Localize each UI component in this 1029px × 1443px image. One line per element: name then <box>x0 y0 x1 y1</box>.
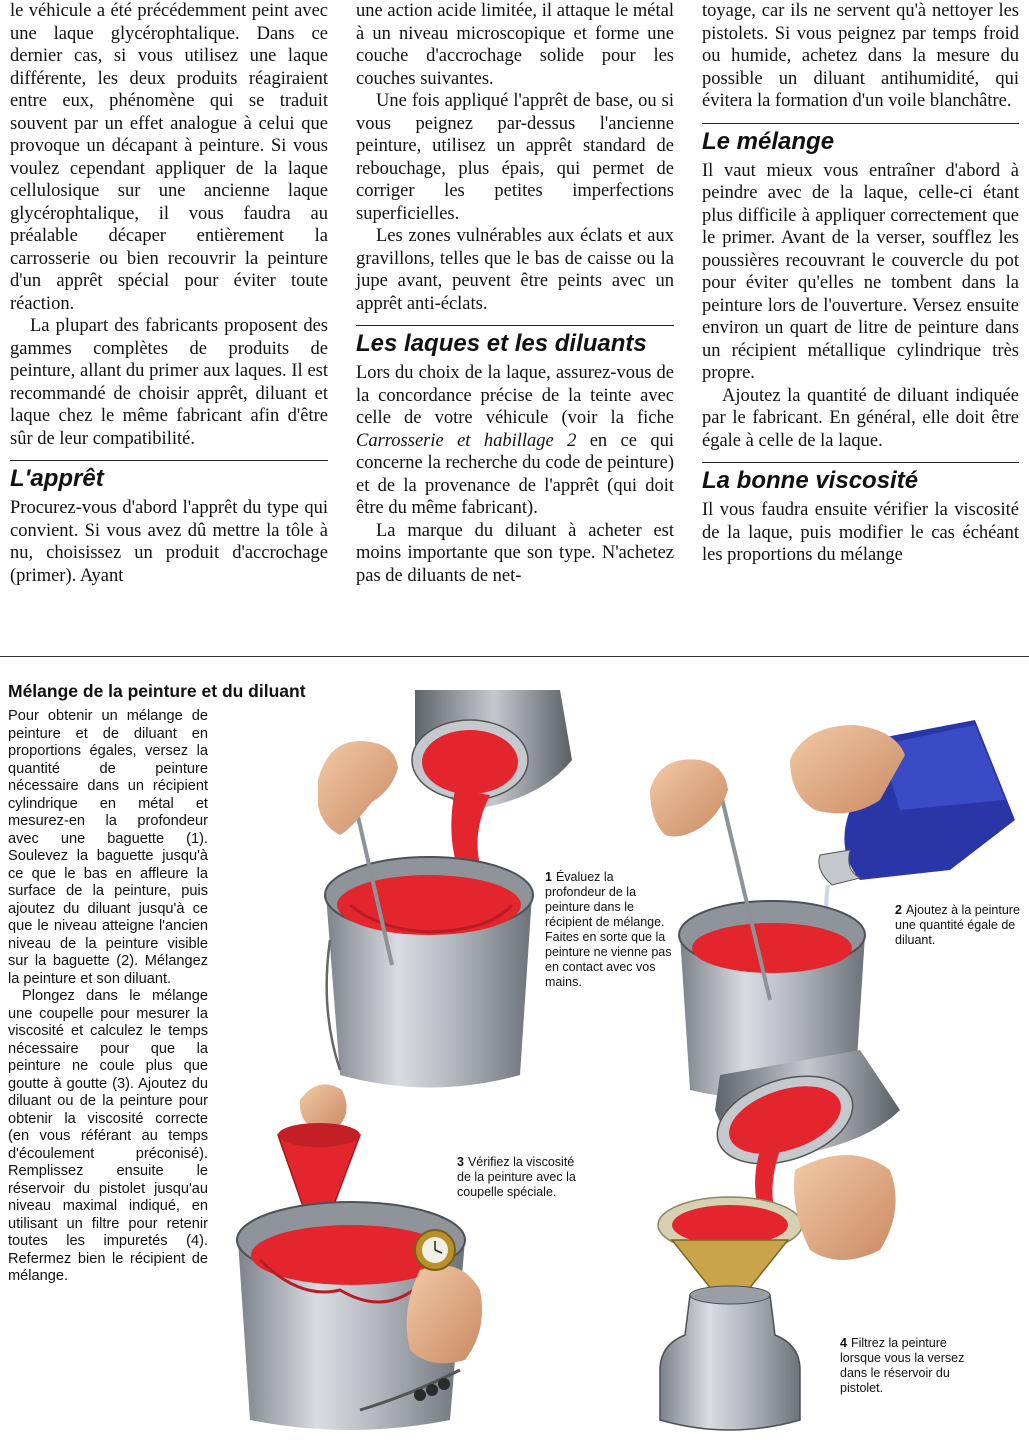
section-heading-viscosite: La bonne viscosité <box>702 467 919 494</box>
paragraph: Les zones vulnérables aux éclats et aux gravillons, telles que le bas de caisse ou la jupe avant, peuvent être peints avec un apprêt anti-éclats. <box>356 226 674 314</box>
step-number: 3 <box>457 1155 464 1169</box>
cross-reference: Carrosserie et habillage 2 <box>356 430 577 451</box>
section-heading-laques: Les laques et les diluants <box>356 330 647 357</box>
paragraph: toyage, car ils ne servent qu'à nettoyer les pistolets. Si vous peignez par temps froid ou humide, achetez dans la mesure du possible un diluant antihumidité, qui évitera la formation d'un voile blanchâtre. <box>702 1 1019 111</box>
section-heading-appret: L'apprêt <box>10 465 104 492</box>
bucket-paint <box>337 875 521 935</box>
paragraph: Pour obtenir un mélange de peinture et de diluant en proportions égales, versez la quantité de peinture nécessaire dans un récipient cylindrique en métal et mesurez-en la profondeur avec une baguette (1). Soulevez la baguette jusqu'à ce que le bas en affleure la surface de la peinture, puis ajoutez du diluant jusqu'à ce que le niveau atteigne l'ancien niveau de la peinture visible sur la baguette (2). Mélangez la peinture et son diluant. <box>8 708 208 987</box>
paragraph: La plupart des fabricants proposent des gammes complètes de produits de peinture, allant du primer aux laques. Il est recommandé de choisir apprêt, diluant et laque chez le même fabricant afin d'être sûr de leur compatibilité. <box>10 316 328 449</box>
paragraph: Une fois appliqué l'apprêt de base, ou si vous peignez par-dessus l'ancienne peinture, utilisez un apprêt standard de rebouchage, plus épais, qui permet de corriger les petites imperfections superficielles. <box>356 91 674 224</box>
section-heading-melange: Le mélange <box>702 127 835 155</box>
paragraph: Procurez-vous d'abord l'apprêt du type qui convient. Si vous avez dû mettre la tôle à nu, choisissez un produit d'accrochage (primer). Ayant <box>10 498 328 586</box>
hand <box>794 1155 896 1260</box>
caption-step-2 <box>895 903 1020 948</box>
caption-text: Vérifiez la viscosité de la peinture avec la coupelle spéciale. <box>457 1155 576 1199</box>
hand <box>650 759 728 836</box>
paragraph: le véhicule a été précédemment peint avec une laque glycérophtalique. Dans ce dernier cas, si vous utilisez une laque différente, les deux produits réagiraient entre eux, phénomène qui se traduit souvent par un effet analogue à celui que provoque un décapant à peinture. Si vous voulez cependant appliquer de la laque cellulosique sur une ancienne laque glycérophtalique, il vous faudra au préalable décaper entièrement la carrosserie ou bien recouvrir la peinture d'un apprêt spécial pour éviter toute réaction. <box>10 1 328 314</box>
caption-step-3 <box>457 1155 582 1200</box>
gun-reservoir <box>660 1295 800 1430</box>
paragraph: Il vous faudra ensuite vérifier la viscosité de la laque, puis modifier le cas échéant les proportions du mélange <box>702 500 1019 565</box>
step-number: 1 <box>545 870 552 884</box>
text-span: en ce qui concerne la recherche du code de peinture) et de la provenance de l'apprêt (qui doit être du même fabricant). <box>356 430 674 518</box>
box-title: Mélange de la peinture et du diluant <box>8 681 306 701</box>
paragraph: Ajoutez la quantité de diluant indiquée par le fabricant. En général, elle doit être égale à celle de la laque. <box>702 385 1019 451</box>
illustration-step-1 <box>318 690 572 1088</box>
caption-step-1 <box>545 870 675 990</box>
bucket-paint <box>692 923 852 973</box>
paragraph: Plongez dans le mélange une coupelle pour mesurer la viscosité et calculez le temps nécessaire pour que la peinture ne coule plus que goutte à goutte (3). Ajoutez du diluant ou de la peinture pour obtenir la viscosité correcte (en vous référant au temps d'écoulement préconisé). Remplissez ensuite le réservoir du pistolet jusqu'au niveau maximal indiqué, en utilisant un filtre pour retenir toutes les impuretés (4). Refermez bien le récipient de mélange. <box>8 988 208 1284</box>
text-span: Lors du choix de la laque, assurez-vous de la concordance précise de la teinte avec celle de votre véhicule (voir la fiche <box>356 363 674 428</box>
paragraph: La marque du diluant à acheter est moins importante que son type. N'achetez pas de diluants de net- <box>356 520 674 586</box>
illustration-step-3 <box>237 1084 482 1430</box>
caption-step-4 <box>840 1336 975 1396</box>
caption-text: Filtrez la peinture lorsque vous la versez dans le réservoir du pistolet. <box>840 1336 965 1395</box>
step-number: 2 <box>895 903 902 917</box>
paragraph: une action acide limitée, il attaque le métal à un niveau microscopique et forme une couche d'accrochage solide pour les couches suivantes. <box>356 1 674 89</box>
caption-text: Évaluez la profondeur de la peinture dans le récipient de mélange. Faites en sorte que la peinture ne vienne pas en contact avec vos mains. <box>545 870 672 989</box>
step-number: 4 <box>840 1336 847 1350</box>
hand <box>407 1266 482 1364</box>
paragraph: Il vaut mieux vous entraîner d'abord à peindre avec de la laque, celle-ci étant plus difficile à appliquer correctement que le primer. Avant de la verser, soufflez les poussières recouvrant le couvercle du pot pour éviter qu'elles ne tombent dans la peinture lors de l'ouverture. Versez ensuite environ un quart de litre de peinture dans un récipient métallique cylindrique très propre. <box>702 160 1019 383</box>
caption-text: Ajoutez à la peinture une quantité égale de diluant. <box>895 903 1020 947</box>
